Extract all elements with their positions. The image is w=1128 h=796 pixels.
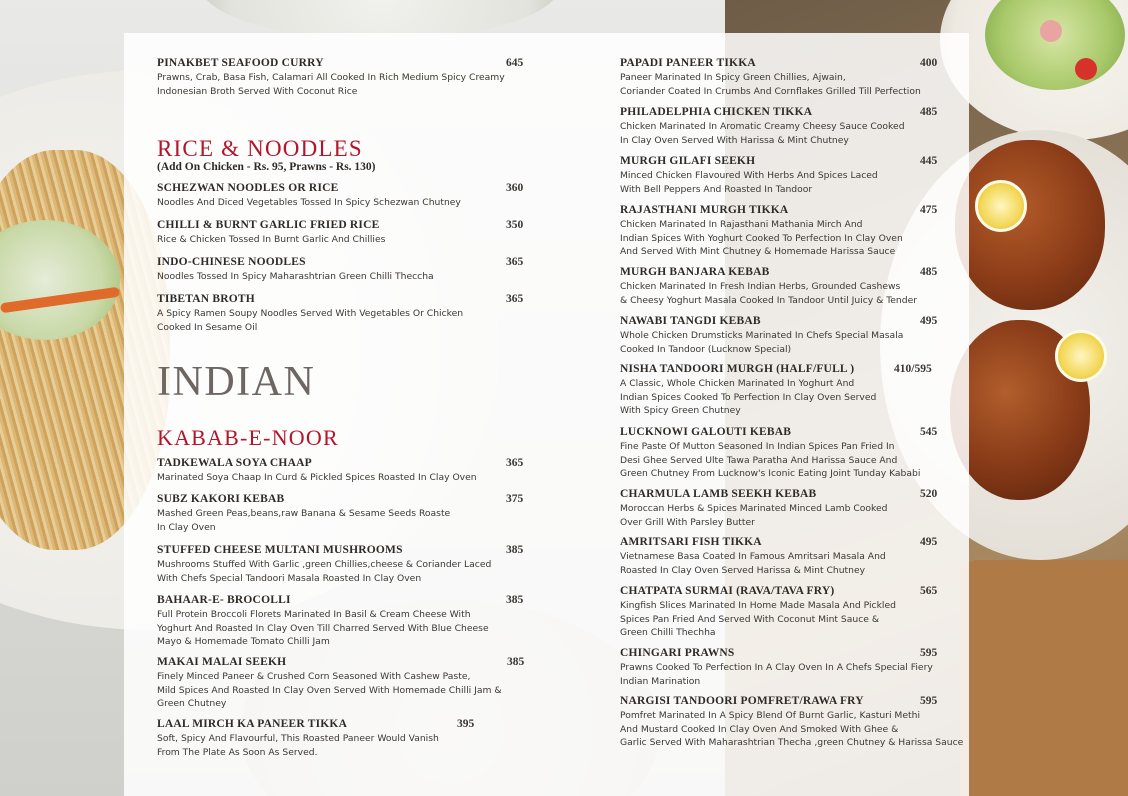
menu-item-description: Finely Minced Paneer & Crushed Corn Seasoned With Cashew Paste, Mild Spices And Roasted In Clay Oven Served With Homemade Chilli Jam & Green Chutney (157, 671, 502, 709)
menu-item-price: 485 (920, 106, 938, 118)
menu-item-description: Whole Chicken Drumsticks Marinated In Chefs Special Masala Cooked In Tandoor (Lucknow Special) (620, 330, 904, 355)
menu-item-description: Chicken Marinated In Fresh Indian Herbs, Grounded Cashews & Cheesy Yoghurt Masala Cooked In Tandoor Until Juicy & Tender (620, 281, 917, 306)
section-title-rice-noodles: RICE & NOODLES (157, 136, 363, 161)
menu-item-name: INDO-CHINESE NOODLES (157, 256, 306, 268)
menu-item-name: LAAL MIRCH KA PANEER TIKKA (157, 718, 348, 730)
menu-item-name: TADKEWALA SOYA CHAAP (157, 457, 312, 469)
menu-item-name: MAKAI MALAI SEEKH (157, 656, 287, 668)
menu-item-name: CHATPATA SURMAI (RAVA/TAVA FRY) (620, 585, 835, 597)
menu-item-name: NISHA TANDOORI MURGH (HALF/FULL ) (620, 363, 855, 375)
menu-item-description: Prawns Cooked To Perfection In A Clay Oven In A Chefs Special Fiery Indian Marination (620, 662, 933, 687)
background-tomato (1075, 58, 1097, 80)
menu-panel (124, 33, 969, 796)
menu-item-price: 385 (506, 594, 524, 606)
menu-item-price: 520 (920, 488, 938, 500)
background-roast-chicken (955, 140, 1105, 310)
menu-item-price: 400 (920, 57, 938, 69)
menu-item-price: 365 (506, 457, 524, 469)
menu-item-description: Noodles Tossed In Spicy Maharashtrian Green Chilli Theccha (157, 271, 434, 282)
menu-item-price: 410/595 (894, 363, 932, 375)
menu-item-description: Fine Paste Of Mutton Seasoned In Indian Spices Pan Fried In Desi Ghee Served Ulte Tawa Paratha And Harissa Sauce And Green Chutney From Lucknow's Iconic Eating Joint Tunday Kababi (620, 441, 921, 479)
menu-item-price: 595 (920, 647, 938, 659)
menu-item-description: Mashed Green Peas,beans,raw Banana & Sesame Seeds Roaste In Clay Oven (157, 508, 451, 533)
background-wooden-board (960, 560, 1128, 796)
menu-item-name: RAJASTHANI MURGH TIKKA (620, 204, 789, 216)
menu-item-price: 565 (920, 585, 938, 597)
menu-item-price: 360 (506, 182, 524, 194)
menu-item-name: TIBETAN BROTH (157, 293, 255, 305)
background-lemon-slice (975, 180, 1027, 232)
menu-item-price: 475 (920, 204, 938, 216)
menu-item-price: 445 (920, 155, 938, 167)
menu-item-price: 485 (920, 266, 938, 278)
menu-item-price: 350 (506, 219, 524, 231)
menu-item-price: 365 (506, 256, 524, 268)
menu-item-price: 545 (920, 426, 938, 438)
menu-item-name: NARGISI TANDOORI POMFRET/RAWA FRY (620, 695, 864, 707)
menu-item-name: SCHEZWAN NOODLES OR RICE (157, 182, 339, 194)
menu-item-name: PINAKBET SEAFOOD CURRY (157, 57, 324, 69)
menu-item-description: Mushrooms Stuffed With Garlic ,green Chillies,cheese & Coriander Laced With Chefs Special Tandoori Masala Roasted In Clay Oven (157, 559, 492, 584)
menu-item-description: Full Protein Broccoli Florets Marinated In Basil & Cream Cheese With Yoghurt And Roasted In Clay Oven Till Charred Served With Blue Cheese Mayo & Homemade Tomato Chilli Jam (157, 609, 489, 647)
menu-item-description: Chicken Marinated In Rajasthani Mathania Mirch And Indian Spices With Yoghurt Cooked To Perfection In Clay Oven And Served With Mint Chutney & Homemade Harissa Sauce (620, 219, 903, 257)
menu-item-price: 595 (920, 695, 938, 707)
menu-item-description: Marinated Soya Chaap In Curd & Pickled Spices Roasted In Clay Oven (157, 472, 477, 483)
menu-item-name: NAWABI TANGDI KEBAB (620, 315, 761, 327)
menu-item-name: CHILLI & BURNT GARLIC FRIED RICE (157, 219, 380, 231)
cuisine-title-indian: INDIAN (157, 359, 316, 405)
menu-item-name: PHILADELPHIA CHICKEN TIKKA (620, 106, 813, 118)
background-radish (1040, 20, 1062, 42)
menu-item-description: Prawns, Crab, Basa Fish, Calamari All Cooked In Rich Medium Spicy Creamy Indonesian Broth Served With Coconut Rice (157, 72, 505, 97)
section-subtitle-add-on: (Add On Chicken - Rs. 95, Prawns - Rs. 130) (157, 161, 376, 173)
menu-item-name: PAPADI PANEER TIKKA (620, 57, 756, 69)
menu-item-name: AMRITSARI FISH TIKKA (620, 536, 762, 548)
menu-item-name: CHINGARI PRAWNS (620, 647, 735, 659)
menu-item-price: 495 (920, 315, 938, 327)
menu-item-description: Pomfret Marinated In A Spicy Blend Of Burnt Garlic, Kasturi Methi And Mustard Cooked In Clay Oven And Smoked With Ghee & Garlic Served With Maharashtrian Thecha ,green Chutney & Harissa Sauce (620, 710, 964, 748)
menu-item-description: Paneer Marinated In Spicy Green Chillies, Ajwain, Coriander Coated In Crumbs And Cornflakes Grilled Till Perfection (620, 72, 921, 97)
menu-item-description: Rice & Chicken Tossed In Burnt Garlic And Chillies (157, 234, 386, 245)
menu-item-name: MURGH GILAFI SEEKH (620, 155, 756, 167)
background-lemon-slice (1055, 330, 1107, 382)
menu-item-name: LUCKNOWI GALOUTI KEBAB (620, 426, 792, 438)
menu-item-description: Noodles And Diced Vegetables Tossed In Spicy Schezwan Chutney (157, 197, 461, 208)
menu-item-price: 385 (507, 656, 525, 668)
menu-item-name: STUFFED CHEESE MULTANI MUSHROOMS (157, 544, 403, 556)
menu-item-price: 385 (506, 544, 524, 556)
menu-item-description: Minced Chicken Flavoured With Herbs And Spices Laced With Bell Peppers And Roasted In Tandoor (620, 170, 878, 195)
menu-item-description: A Classic, Whole Chicken Marinated In Yoghurt And Indian Spices Cooked To Perfection In Clay Oven Served With Spicy Green Chutney (620, 378, 877, 416)
menu-item-description: Kingfish Slices Marinated In Home Made Masala And Pickled Spices Pan Fried And Served With Coconut Mint Sauce & Green Chilli Thechha (620, 600, 896, 638)
section-title-kabab-e-noor: KABAB-E-NOOR (157, 425, 339, 450)
menu-item-name: SUBZ KAKORI KEBAB (157, 493, 285, 505)
menu-item-price: 645 (506, 57, 524, 69)
menu-item-price: 495 (920, 536, 938, 548)
menu-item-description: Chicken Marinated In Aromatic Creamy Cheesy Sauce Cooked In Clay Oven Served With Harissa & Mint Chutney (620, 121, 905, 146)
menu-item-price: 375 (506, 493, 524, 505)
menu-item-description: Moroccan Herbs & Spices Marinated Minced Lamb Cooked Over Grill With Parsley Butter (620, 503, 888, 528)
menu-item-description: A Spicy Ramen Soupy Noodles Served With Vegetables Or Chicken Cooked In Sesame Oil (157, 308, 464, 333)
menu-item-description: Soft, Spicy And Flavourful, This Roasted Paneer Would Vanish From The Plate As Soon As Served. (157, 733, 439, 758)
menu-item-price: 365 (506, 293, 524, 305)
menu-item-name: MURGH BANJARA KEBAB (620, 266, 770, 278)
menu-item-name: CHARMULA LAMB SEEKH KEBAB (620, 488, 817, 500)
menu-item-name: BAHAAR-E- BROCOLLI (157, 594, 291, 606)
menu-item-description: Vietnamese Basa Coated In Famous Amritsari Masala And Roasted In Clay Oven Served Harissa & Mint Chutney (620, 551, 886, 576)
menu-item-price: 395 (457, 718, 475, 730)
